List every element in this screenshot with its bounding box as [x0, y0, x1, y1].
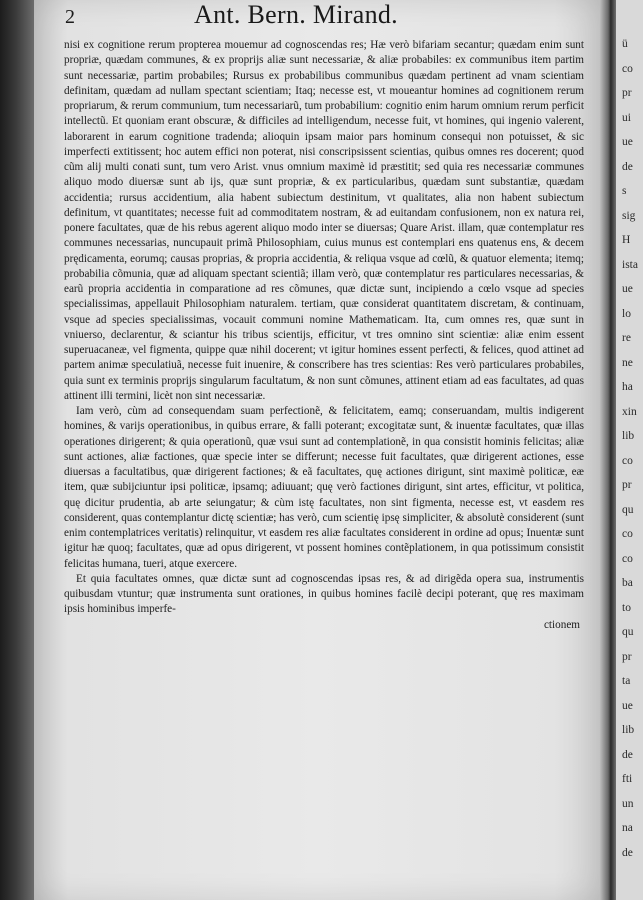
running-title: Ant. Bern. Mirand. — [194, 0, 398, 29]
paragraph-2: Iam verò, cùm ad consequendam suam perfectionẽ, & felicitatem, eamq; conseruandam, multis indigerent homines, & varijs operationibus, in quibus errare, & falli poterant; excogitatæ sunt, & inuentæ facultates, quæ illas operationes dirigerent; & quia operationũ, quæ vsui sunt ad contemplationẽ, in qua consistit hominis felicitas; aliæ sunt actiones, aliæ factiones, quæ specie inter se differunt; necesse fuit facultates, quæ dirigerent actiones, esse diuersas a facultatibus, quæ dirigerent factiones; & eã facultates, quę actiones dirigunt, sint maximè politicæ, eæ item, quæ subijciuntur ipsi politicæ, ipsamq; adiuuant; quę verò factiones dirigunt, sint artes, efficitur, vt politica, quę dicitur prudentia, ab arte seiungatur; & cùm istę facultates, non sint figmenta, necesse est, vt easdem res considerent, quas contemplantur dictę scientiæ; has verò, cum scientię ipsę simpliciter, & absolutè considerent (sunt enim contemplatrices veritatis) relinquitur, vt easdem res aliæ facultates considerent in ordine ad opus; Inuentæ sunt igitur hæ quoq; facultates, quæ ad opus dirigerent, vt possent homines contẽplationem, in qua potissimum consistit felicitas humana, tueri, atque exercere. — [64, 405, 584, 570]
facing-page-fragment: qu — [622, 503, 634, 516]
page-header — [34, 0, 600, 34]
facing-page-fragment: un — [622, 797, 634, 810]
facing-page-fragment: de — [622, 748, 633, 761]
facing-page-fragment: pr — [622, 87, 632, 99]
facing-page-fragment: pr — [622, 479, 632, 491]
facing-page-fragment: ui — [622, 111, 631, 124]
facing-page-edge — [616, 0, 643, 900]
catch-word: ctionem — [543, 618, 580, 631]
facing-page-fragment: fti — [622, 773, 633, 785]
facing-page-fragment: ta — [622, 675, 631, 687]
facing-page-fragment: ue — [622, 136, 633, 148]
facing-page-fragment: xin — [622, 405, 637, 418]
facing-page-fragment: co — [622, 528, 633, 540]
facing-page-fragment: de — [622, 846, 633, 859]
facing-page-fragment: pr — [622, 650, 632, 663]
facing-page-fragment: lib — [622, 430, 635, 442]
facing-page-fragment: s — [622, 185, 627, 197]
facing-page-fragment: co — [622, 62, 633, 75]
body-text — [64, 38, 584, 633]
facing-page-fragment: de — [622, 160, 633, 173]
facing-page-fragment: ü — [622, 38, 628, 50]
facing-page-fragment: ista — [622, 258, 638, 271]
facing-page-fragment: ba — [622, 577, 633, 589]
book-page — [34, 0, 600, 900]
facing-page-fragment: qu — [622, 626, 634, 638]
facing-page-fragment: ne — [622, 356, 633, 369]
paragraph-3: Et quia facultates omnes, quæ dictæ sunt ad cognoscendas ipsas res, & ad dirigẽda opera sua, instrumentis quibusdam vtuntur; quæ instrumenta sunt orationes, in quibus homines facilè decipi poterant, quę res maximam ipsis hominibus imperfe- — [64, 572, 584, 616]
facing-page-fragment: ha — [622, 381, 633, 393]
facing-page-fragment: H — [622, 234, 631, 246]
paragraph-1: nisi ex cognitione rerum propterea mouemur ad cognoscendas res; Hæ verò bifariam secantur; quædam enim sunt propriæ, quædam communes, & ex proprijs aliæ sunt necessariæ, & aliæ probabiles: ex communibus item partim sunt necessariæ, partim probabiles; Rursus ex probabilibus communibus quædam pertinent ad vnam scientiam definitam, quædam ad nullam spectant scientiam; Itaq; necesse est, vt moueantur homines ad cognitionem rerum propriarum, & rerum communium, tum necessariarũ, tum probabilium: cognitio enim harum omnium rerum perficit intellectũ. Et quoniam erant obscuræ, & difficiles ad intelligendum, necesse fuit, vt homines, qui ingenio valerent, laborarent in earum cognitione tradenda; alioquin ipsam maior pars hominum consequi non potuisset, & sic imperfecti extitissent; hoc autem effici non poterat, nisi conscripsissent scientias, quibus omnes res docerent; quod cũm alij multi conati sunt, tum vero Arist. vnus omnium maximè id præstitit; sed quia res necessariæ communes aliquo modo diuersæ sunt ab ijs, quæ sunt propriæ, & ex particularibus, quædam sunt substantiæ, quædam accidentia; rursus accidentium, alia habent subiectum destinitum, vt qualitates, alia non habent subiectum definitum, vt quantitates; necesse fuit ad commoditatem nostram, & ad euitandam confusionem, non ex natura rei, ponere facultates, quæ de his rebus agerent aliquo modo inter se diuersas; Quare Arist. illam, quæ contemplatur res communes necessarias, nuncupauit primã Philosophiam, cuius munus est contemplari ens quatenus ens, & decem prędicamenta, eorumq; causas proprias, & propria accidentia, & reliqua vsque ad cœlũ, & quatuor elementa; itemq; probabilia cõmunia, quæ ad aliquam spectant scientiã; illam verò, quæ contemplatur res particulares necessarias, & earũ propria accidentia in comparatione ad res cõmunes, quæ dictæ sunt, incipiendo a cœlo vsque ad species specialissimas, appellauit Philosophiam naturalem. tertiam, quæ considerat quantitatem discretam, & continuam, vsque ad species specialissimas, vocauit communi nomine Mathematicam. Ita, cum omnes res, quæ sunt in vniuerso, declarentur, & sciantur his tribus scientijs, efficitur, vt tres omnino sint scientiæ: aliæ enim essent superuacaneæ, vel figmenta, quippe quæ nihil docerent; vt igitur homines essent perfecti, & felices, quod attinet ad partem animæ speculatiuã, necesse fuit inuenire, & conscribere has tres scientias: Res verò particulares probabiles, quia sunt ex terminis proprijs singularum facultatum, & non sunt cõmunes, attinent etiam ad eas facultates, ad quas attinent illi termini, licèt non sint necessariæ. — [64, 39, 584, 402]
page-number: 2 — [65, 6, 75, 28]
facing-page-fragment: lib — [622, 724, 635, 736]
facing-page-fragment: co — [622, 454, 633, 467]
facing-page-fragment: co — [622, 552, 633, 565]
facing-page-fragment: to — [622, 601, 631, 614]
facing-page-fragment: sig — [622, 209, 636, 222]
facing-page-fragment: ue — [622, 699, 633, 712]
facing-page-fragment: na — [622, 822, 633, 834]
facing-page-fragment: re — [622, 332, 631, 344]
facing-page-fragment: lo — [622, 307, 631, 320]
facing-page-fragment: ue — [622, 283, 633, 295]
